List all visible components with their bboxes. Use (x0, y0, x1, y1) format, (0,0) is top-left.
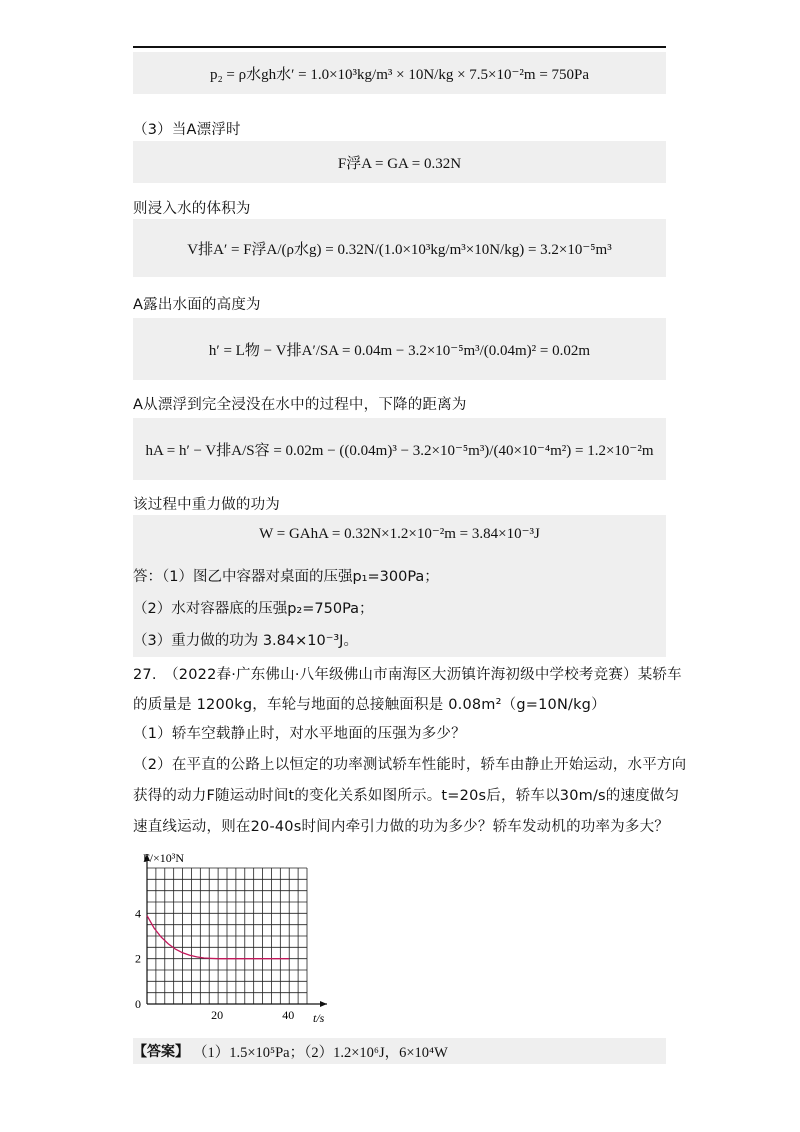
x-tick-label: 40 (282, 1008, 295, 1022)
answer-2: （2）水对容器底的压强p₂=750Pa； (133, 601, 374, 617)
formula-h-prime (133, 318, 666, 380)
force-time-chart (133, 848, 343, 1028)
formula-work-text: W = GAhA = 0.32N×1.2×10⁻²m = 3.84×10⁻³J (259, 525, 540, 542)
q27-q2b: 获得的动力F随运动时间t的变化关系如图所示。t=20s后，轿车以30m/s的速度做匀 (133, 788, 680, 804)
chart-grid (147, 868, 307, 1004)
y-tick-label: 2 (135, 951, 141, 966)
q27-q2c: 速直线运动，则在20-40s时间内牵引力做的功为多少？轿车发动机的功率为多大？ (133, 819, 669, 835)
q27-line2: 的质量是 1200kg，车轮与地面的总接触面积是 0.08m²（g=10N/kg） (133, 697, 606, 713)
formula-p2-text: p₂ = ρ水gh水′ = 1.0×10³kg/m³ × 10N/kg × 7.5×10⁻²m = 750Pa (209, 66, 590, 83)
formula-p2 (133, 52, 666, 94)
q27-answer-text: （1）1.5×10⁵Pa；（2）1.2×10⁶J，6×10⁴W (193, 1044, 448, 1061)
answer-label: 答： (133, 569, 162, 585)
descent-label: A从漂浮到完全浸没在水中的过程中，下降的距离为 (133, 397, 467, 413)
answer-line-1 (133, 565, 439, 586)
x-axis-arrow (320, 1001, 327, 1007)
step3-intro: （3）当A漂浮时 (133, 122, 241, 138)
formula-v-pai-text: V排A′ = F浮A/(ρ水g) = 0.32N/(1.0×10³kg/m³×10N/kg) = 3.2×10⁻⁵m³ (187, 241, 612, 258)
formula-h-a (133, 418, 666, 480)
formula-v-pai (133, 219, 666, 277)
q27-q2a: （2）在平直的公路上以恒定的功率测试轿车性能时，轿车由静止开始运动，水平方向 (133, 757, 687, 773)
formula-float-force-text: F浮A = GA = 0.32N (337, 155, 462, 172)
q27-line1: 27. （2022春·广东佛山·八年级佛山市南海区大沥镇许海初级中学校考竞赛）某轿车 (133, 667, 682, 683)
formula-h-a-text: hA = h′ − V排A/S容 = 0.02m − ((0.04m)³ − 3.2×10⁻⁵m³)/(40×10⁻⁴m²) = 1.2×10⁻²m (145, 442, 654, 459)
q27-answer (133, 1038, 666, 1064)
q27-q1: （1）轿车空载静止时，对水平地面的压强为多少？ (133, 726, 466, 742)
header-rule (133, 46, 666, 48)
y-tick-label: 4 (135, 906, 141, 921)
formula-float-force (133, 141, 666, 183)
answer-1: （1）图乙中容器对桌面的压强p₁=300Pa； (162, 569, 439, 585)
submerged-volume-label: 则浸入水的体积为 (133, 201, 251, 217)
q27-answer-label: 【答案】 (133, 1044, 189, 1060)
formula-h-prime-text: h′ = L物 − V排A′/SA = 0.04m − 3.2×10⁻⁵m³/(0.04m)² = 0.02m (208, 342, 591, 359)
answer-block (133, 515, 666, 657)
answer-3: （3）重力做的功为 3.84×10⁻³J。 (133, 633, 358, 649)
gravity-work-label: 该过程中重力做的功为 (133, 497, 280, 513)
formula-work (133, 515, 666, 551)
exposed-height-label: A露出水面的高度为 (133, 297, 261, 313)
chart-origin-label: 0 (135, 997, 141, 1011)
x-tick-label: 20 (211, 1008, 224, 1022)
chart-ylabel: F/×10³N (143, 851, 185, 865)
chart-xlabel: t/s (313, 1011, 325, 1025)
